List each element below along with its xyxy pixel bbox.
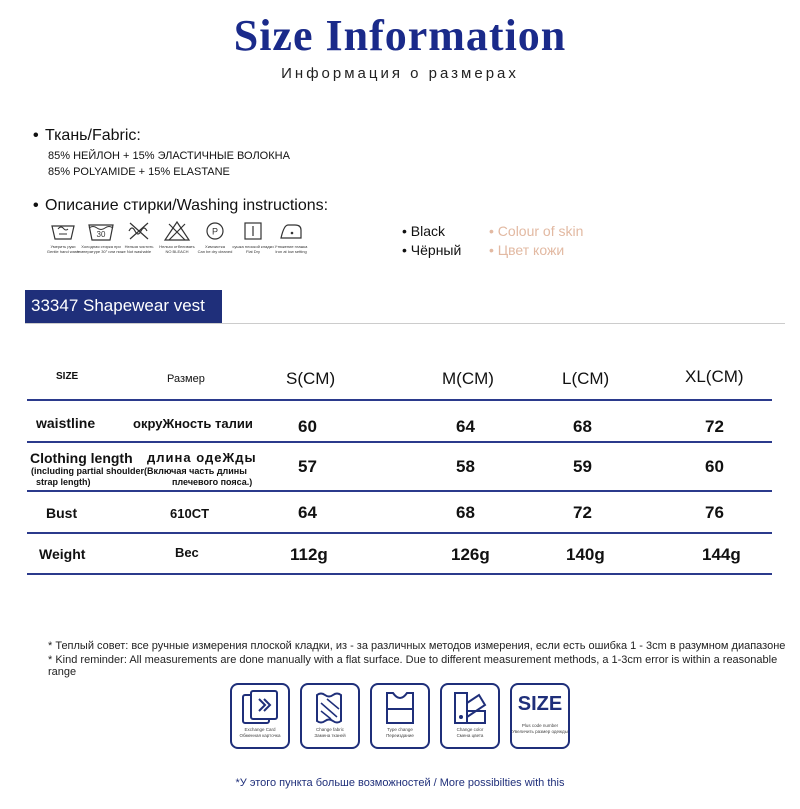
table-cell: 57 [298,457,317,476]
row-label-ru: 610CT [170,506,210,521]
row-label: waistline [36,415,96,431]
wash-caption-ru: Химчистка [205,244,225,249]
wash-caption-en: Iron at low setting [275,249,307,254]
table-cell: 72 [573,503,592,522]
service-badges [230,683,570,749]
change-fabric-icon [300,683,360,749]
page-subtitle: Информация о размерах [281,65,519,82]
color-skin-en: • Colour of skin [489,223,584,239]
row-label-ru: длина одеЖды [147,450,257,465]
bullet-icon: • [33,127,39,144]
row-label: Bust [46,505,78,521]
type-change-icon [370,683,430,749]
page-title: Size Information [233,11,567,60]
row-label-note: strap length) [36,477,91,487]
table-header: S(CM) [286,369,336,388]
row-label: Clothing length [30,450,133,466]
table-cell: 112g [290,545,328,564]
table-cell: 140g [566,545,605,564]
color-label: Colour of skin [497,223,584,239]
table-header: L(CM) [562,369,610,388]
color-label: Цвет кожи [497,242,565,258]
table-cell: 126g [451,545,490,564]
badge-caption-en: Type change [387,727,413,732]
badge-caption-ru: Обменная карточка [239,733,281,738]
washing-heading-text: Описание стирки/Washing instructions: [45,197,329,214]
table-divider [27,573,772,575]
table-cell: 64 [456,417,475,436]
table-cell: 72 [705,417,724,436]
wash-caption-ru: сушка плоской кладки [232,244,274,249]
table-cell: 60 [705,457,724,476]
wash-caption-ru: Нельзя отбеливать [159,244,195,249]
table-cell: 76 [705,503,724,522]
table-cell: 68 [573,417,592,436]
row-label-ru: окруЖность талии [133,416,253,431]
wash-caption-en: температуре 30° или ниже [76,249,126,254]
fabric-line-en: 85% POLYAMIDE + 15% ELASTANE [48,166,230,178]
row-label-note: (including partial shoulder [31,466,145,476]
row-label: Weight [39,546,86,562]
table-cell: 144g [702,545,741,564]
wash-caption-en: Flat Dry [246,249,260,254]
note-en: * Kind reminder: All measurements are done manually with a flat surface. Due to different measurement methods, a 1-3cm error is within a reasonable range [48,654,778,678]
wash-caption-ru: Нельзя чистить [124,244,154,249]
color-black-ru: • Чёрный [402,242,462,258]
fabric-line-ru: 85% НЕЙЛОН + 15% ЭЛАСТИЧНЫЕ ВОЛОКНА [48,150,290,162]
badge-caption-en: Plus code number [521,723,559,728]
table-divider [27,399,772,401]
size-word: SIZE [517,693,563,715]
table-cell: 58 [456,457,475,476]
wash-caption-en: NO BLEACH [165,249,189,254]
row-label-ru: Вес [175,545,199,560]
plus-size-icon [510,683,570,749]
color-label: Black [410,223,446,239]
table-header: M(CM) [442,369,494,388]
badge-caption-en: Exchange Card [244,727,276,732]
table-divider [27,532,772,534]
bullet-icon: • [33,197,39,214]
row-label-ru-note: плечевого пояса.) [172,477,253,487]
table-divider [27,441,772,443]
wash-caption-en: Gentle hand wash [46,249,80,254]
table-cell: 64 [298,503,317,522]
wash-caption-en: Can be dry cleaned [197,249,233,254]
badge-caption-en: Change color [456,727,484,732]
table-cell: 59 [573,457,592,476]
table-header: SIZE [56,371,79,382]
wash-temp-label: 30 [96,230,106,239]
dry-clean-label: P [211,226,219,237]
badge-caption-ru: Увеличить размер одежды [512,729,568,734]
change-color-icon [440,683,500,749]
wash-caption-en: Not washable [126,249,152,254]
table-cell: 60 [298,417,317,436]
badge-caption-ru: Замена тканей [314,733,346,738]
note-ru: * Теплый совет: все ручные измерения плоской кладки, из - за различных методов измерения, если есть ошибка 1 - 3cm в разумном диапазоне [48,640,786,652]
exchange-card-icon [230,683,290,749]
badge-caption-ru: Переиздание [386,733,414,738]
footer-text: *У этого пункта больше возможностей / More possibilties with this [235,777,565,789]
table-divider [27,490,772,492]
badge-caption-en: Change fabric [315,727,344,732]
color-label: Чёрный [410,242,462,258]
table-cell: 68 [456,503,475,522]
table-header: XL(CM) [685,367,744,386]
badge-caption-ru: Смена цвета [456,733,484,738]
product-tag: 33347 Shapewear vest [25,290,222,323]
color-skin-ru: • Цвет кожи [489,242,565,258]
row-label-ru-note: (Включая часть длины [144,466,247,476]
table-header: Размер [167,373,205,385]
color-black-en: • Black [402,223,446,239]
fabric-heading-text: Ткань/Fabric: [45,127,141,144]
wash-caption-ru: Умерить руки [50,244,76,249]
wash-caption-ru: Утюжение глажка [274,244,308,249]
wash-caption-ru: Холодная стирка при [81,244,121,249]
